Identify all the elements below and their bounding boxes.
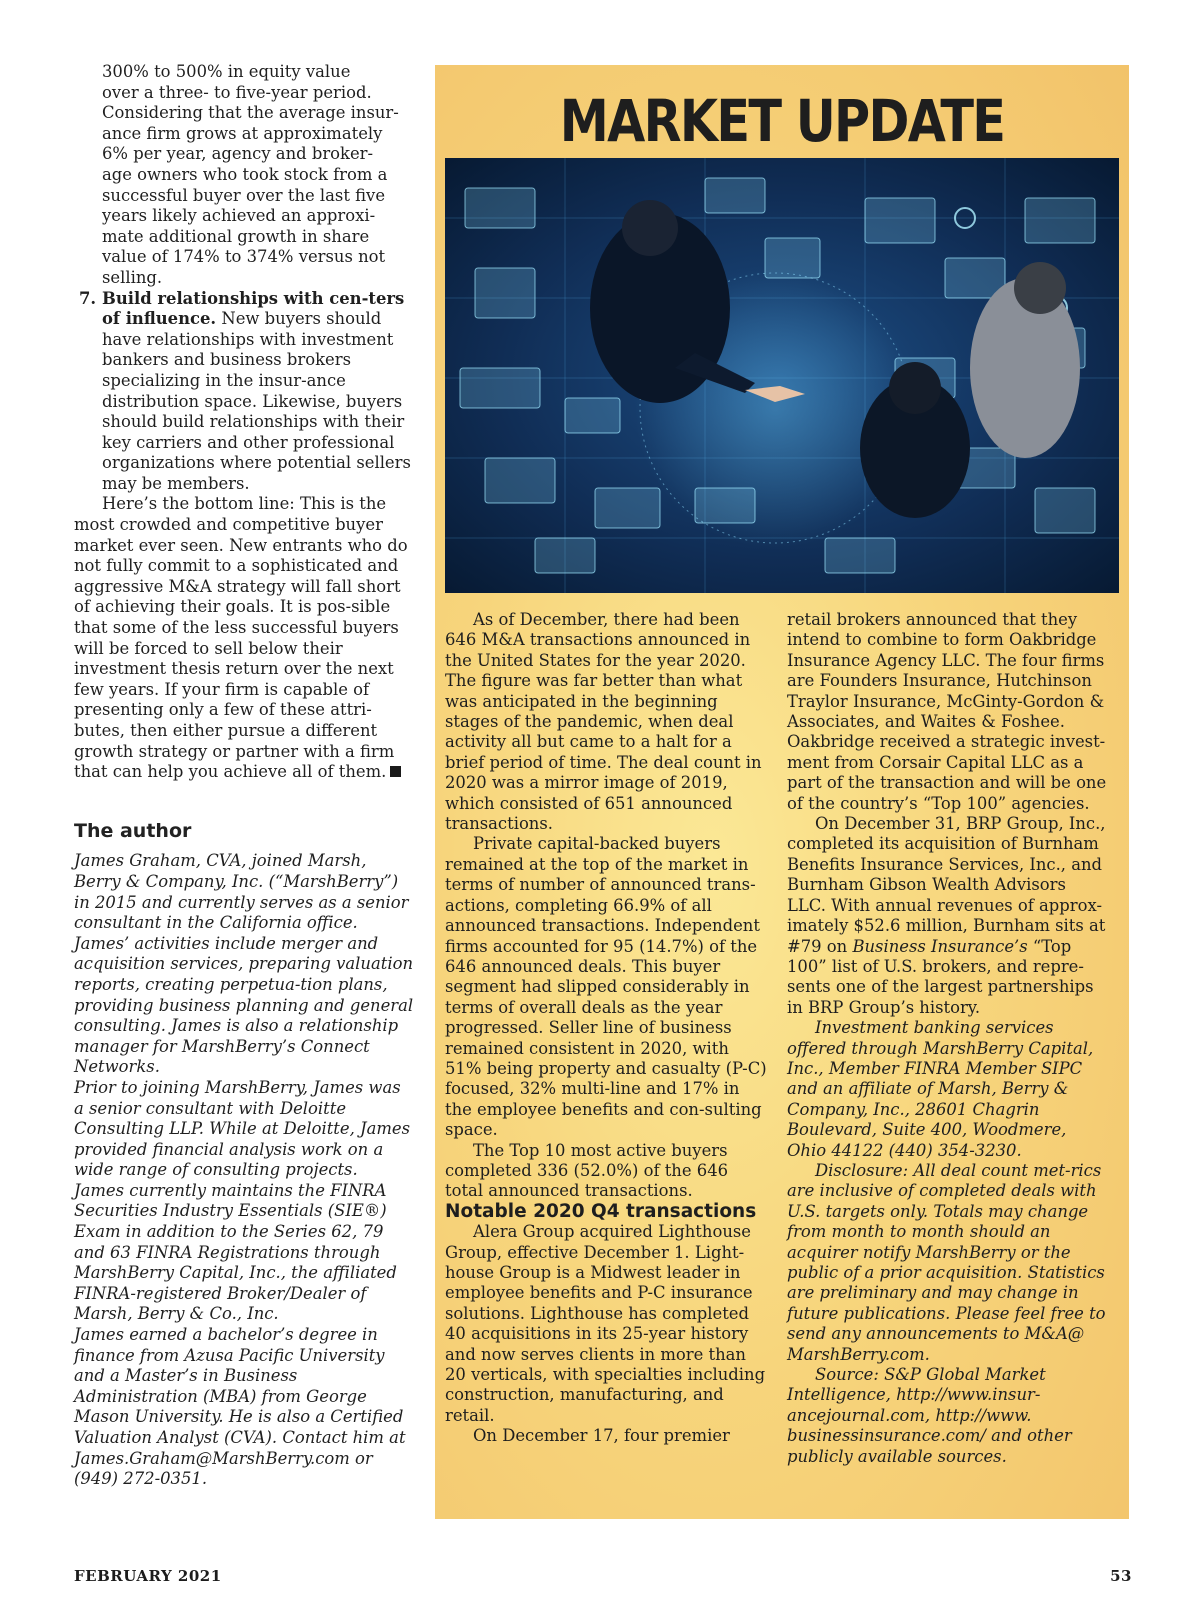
market-update-panel <box>435 65 1129 1519</box>
disclaimer-paragraph: Investment banking services offered through MarshBerry Capital, Inc., Member FINRA Member SIPC and an affiliate of Marsh, Berry & Company, Inc., 28601 Chagrin Boulevard, Suite 400, Woodmere, Ohio 44122 (440) 354-3230. <box>787 1018 1094 1160</box>
paragraph <box>787 814 1109 1018</box>
list-item-text: New buyers should have relationships with investment bankers and business brokers specializing in the insur-ance distribution space. Likewise, buyers should build relationships with their key carriers and other professional organizations where potential sellers may be members. <box>102 309 411 493</box>
text-run: On December 31, BRP Group, Inc., completed its acquisition of Burnham Benefits Insurance Services, Inc., and Burnham Gibson Wealth Advisors LLC. With annual revenues of approx-imately $52.6 million, Burnham sits at #79 on <box>787 814 1106 956</box>
disclosure-paragraph: Disclosure: All deal count met-rics are inclusive of completed deals with U.S. targets only. Totals may change from month to month should an acquirer notify MarshBerry or the public of a prior acquisition. Statistics are preliminary and may change in future publications. Please feel free to send any announcements to M&A@ MarshBerry.com. <box>787 1160 1106 1364</box>
text-line: age owners who took stock from a <box>102 164 388 184</box>
author-bio: James currently maintains the FINRA Securities Industry Essentials (SIE®) Exam in addition to the Series 62, 79 and 63 FINRA Registrations through MarshBerry Capital, Inc., the affiliated FINRA-registered Broker/Dealer of Marsh, Berry & Co., Inc. <box>74 1180 397 1324</box>
author-heading: The author <box>74 819 192 842</box>
text-line: years likely achieved an approxi- <box>102 206 376 226</box>
paragraph: retail brokers announced that they intend to combine to form Oakbridge Insurance Agency LLC. The four firms are Founders Insurance, Hutchinson Traylor Insurance, McGinty-Gordon & Associates, and Waites & Foshee. Oakbridge received a strategic invest-ment from Corsair Capital LLC as a part of the transaction and will be one of the country’s “Top 100” agencies. <box>787 610 1107 813</box>
footer-issue-date: FEBRUARY 2021 <box>74 1567 222 1585</box>
bottom-line-paragraph <box>74 494 414 782</box>
text-line: selling. <box>102 267 163 287</box>
end-of-article-mark <box>390 766 401 777</box>
text-line: value of 174% to 374% versus not <box>102 247 386 267</box>
section-heading: Notable 2020 Q4 transactions <box>445 1200 757 1222</box>
text-line: 6% per year, agency and broker- <box>102 144 374 164</box>
paragraph: On December 17, four premier <box>473 1426 730 1446</box>
market-column-2 <box>787 610 1109 1467</box>
author-section <box>74 821 414 1490</box>
paragraph: The Top 10 most active buyers completed 336 (52.0%) of the 646 total announced transactions. <box>445 1140 729 1201</box>
list-item-heading: Build relationships with cen-ters of influence. <box>102 288 405 329</box>
text-line: Considering that the average insur- <box>102 103 399 123</box>
footer-page-number: 53 <box>1110 1567 1132 1585</box>
text-run: “Top 100” list of U.S. brokers, and repre-sents one of the largest partnerships in BRP Group’s history. <box>787 936 1094 1017</box>
paragraph: Private capital-backed buyers remained at the top of the market in terms of number of announced trans-actions, completing 66.9% of all announced transactions. Independent firms accounted for 95 (14.7%) of the 646 announced deals. This buyer segment had slipped considerably in terms of overall deals as the year progressed. Seller line of business remained consistent in 2020, with 51% being property and casualty (P-C) focused, 32% multi-line and 17% in the employee benefits and con-sulting space. <box>445 834 767 1140</box>
left-column <box>74 62 414 1490</box>
text-line: successful buyer over the last five <box>102 185 386 205</box>
list-item-7 <box>74 289 414 495</box>
text-line: mate additional growth in share <box>102 226 370 246</box>
panel-title: MARKET UPDATE <box>559 87 1005 155</box>
paragraph: Alera Group acquired Lighthouse Group, effective December 1. Light-house Group is a Midwest leader in employee benefits and P-C insurance solutions. Lighthouse has completed 40 acquisitions in its 25-year history and now serves clients in more than 20 verticals, with specialties including construction, manufacturing, and retail. <box>445 1222 766 1425</box>
paragraph: As of December, there had been 646 M&A transactions announced in the United States for the year 2020. The figure was far better than what was anticipated in the beginning stages of the pandemic, when deal activity all but came to a halt for a brief period of time. The deal count in 2020 was a mirror image of 2019, which consisted of 651 announced transactions. <box>445 610 762 834</box>
handshake-illustration <box>445 158 1119 593</box>
text-line: 300% to 500% in equity value <box>102 62 351 81</box>
bottom-line-text: Here’s the bottom line: This is the most crowded and competitive buyer market ever seen. New entrants who do not fully commit to a sophisticated and aggressive M&A strategy will fall short of achieving their goals. It is pos-sible that some of the less successful buyers will be forced to sell below their investment thesis return over the next few years. If your firm is capable of presenting only a few of these attri-butes, then either pursue a different growth strategy or partner with a firm that can help you achieve all of them. <box>74 494 408 782</box>
market-column-1 <box>445 610 767 1447</box>
author-bio: James earned a bachelor’s degree in finance from Azusa Pacific University and a Master’s in Business Administration (MBA) from George Mason University. He is also a Certified Valuation Analyst (CVA). Contact him at James.Graham@MarshBerry.com or (949) 272-0351. <box>74 1325 406 1489</box>
text-line: ance firm grows at approximately <box>102 123 383 143</box>
text-line: over a three- to five-year period. <box>102 82 372 102</box>
handshake-photo <box>445 158 1119 593</box>
author-bio: James Graham, CVA, joined Marsh, Berry & Company, Inc. (“MarshBerry”) in 2015 and currently serves as a senior consultant in the California office. James’ activities include merger and acquisition services, preparing valuation reports, creating perpetua-tion plans, providing business planning and general consulting. James is also a relationship manager for MarshBerry’s Connect Networks. <box>74 851 414 1077</box>
author-bio: Prior to joining MarshBerry, James was a senior consultant with Deloitte Consulting LLP. While at Deloitte, James provided financial analysis work on a wide range of consulting projects. <box>74 1077 411 1180</box>
list-number: 7. <box>79 288 97 308</box>
source-paragraph: Source: S&P Global Market Intelligence, http://www.insur-ancejournal.com, http://www. businessinsurance.com/ and other publicly available sources. <box>787 1365 1072 1466</box>
publication-name: Business Insurance’s <box>852 936 1028 956</box>
intro-lines <box>74 62 414 289</box>
